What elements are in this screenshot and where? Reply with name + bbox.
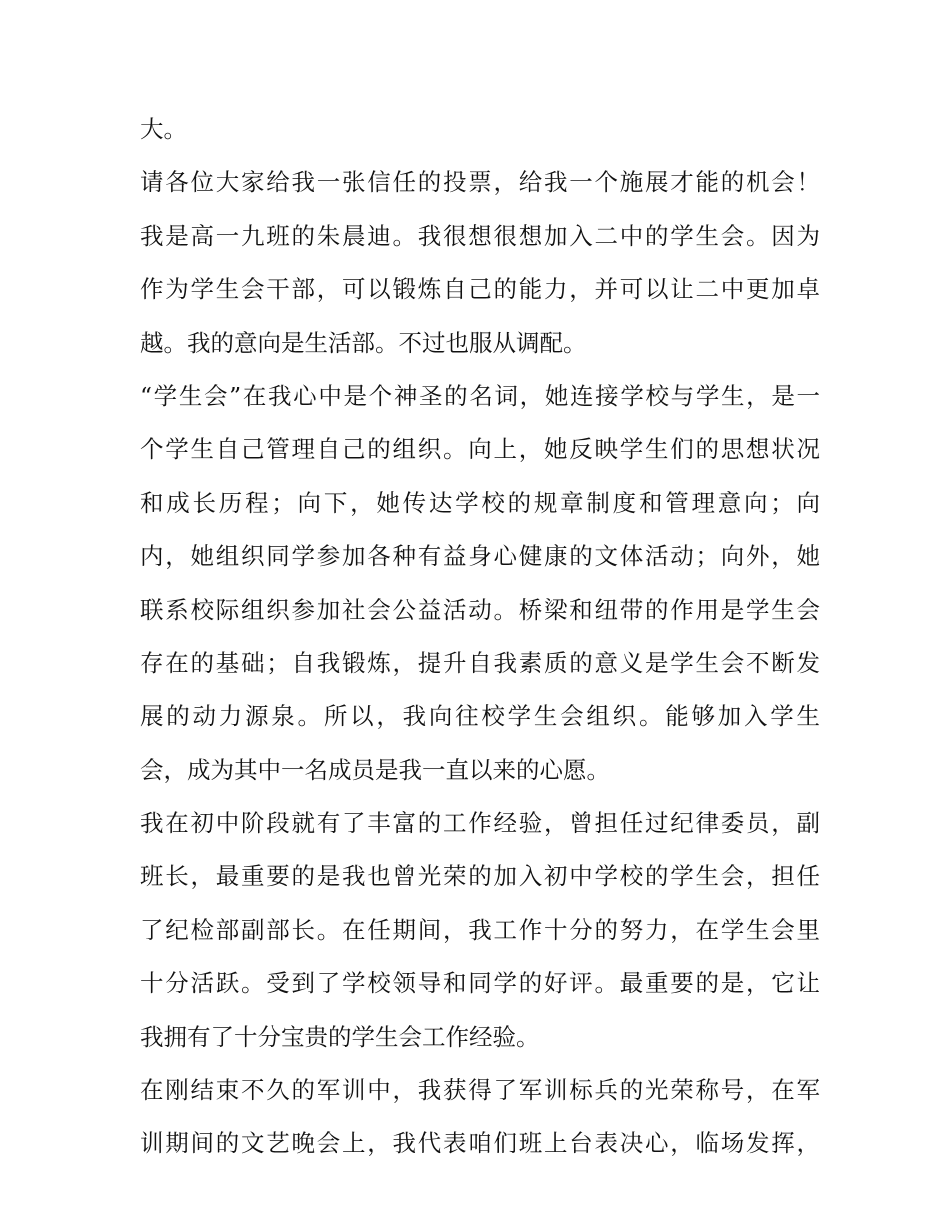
text-line: “学生会”在我心中是个神圣的名词，她连接学校与学生，是一 xyxy=(140,381,820,410)
text-line: 了纪检部副部长。在任期间，我工作十分的努力，在学生会里 xyxy=(140,915,820,944)
text-line: 会，成为其中一名成员是我一直以来的心愿。 xyxy=(140,755,610,784)
text-line: 作为学生会干部，可以锻炼自己的能力，并可以让二中更加卓 xyxy=(140,275,820,304)
text-line: 内，她组织同学参加各种有益身心健康的文体活动；向外，她 xyxy=(140,542,820,571)
text-line: 十分活跃。受到了学校领导和同学的好评。最重要的是，它让 xyxy=(140,969,820,998)
text-line: 存在的基础；自我锻炼，提升自我素质的意义是学生会不断发 xyxy=(140,648,820,677)
text-line: 在刚结束不久的军训中，我获得了军训标兵的光荣称号，在军 xyxy=(140,1076,820,1105)
text-line: 我是高一九班的朱晨迪。我很想很想加入二中的学生会。因为 xyxy=(140,221,820,250)
text-line: 大。 xyxy=(140,115,187,143)
text-line: 我拥有了十分宝贵的学生会工作经验。 xyxy=(140,1022,540,1051)
document-body xyxy=(140,103,820,1171)
text-line: 我在初中阶段就有了丰富的工作经验，曾担任过纪律委员，副 xyxy=(140,809,820,838)
text-line: 班长，最重要的是我也曾光荣的加入初中学校的学生会，担任 xyxy=(140,862,820,891)
text-line: 和成长历程；向下，她传达学校的规章制度和管理意向；向 xyxy=(140,488,820,517)
text-line: 个学生自己管理自己的组织。向上，她反映学生们的思想状况 xyxy=(140,435,820,464)
text-line: 请各位大家给我一张信任的投票，给我一个施展才能的机会！ xyxy=(140,168,820,197)
text-line: 训期间的文艺晚会上，我代表咱们班上台表决心，临场发挥， xyxy=(140,1129,820,1158)
text-line: 联系校际组织参加社会公益活动。桥梁和纽带的作用是学生会 xyxy=(140,595,820,624)
text-line: 越。我的意向是生活部。不过也服从调配。 xyxy=(140,328,587,357)
text-line: 展的动力源泉。所以，我向往校学生会组织。能够加入学生 xyxy=(140,702,820,731)
